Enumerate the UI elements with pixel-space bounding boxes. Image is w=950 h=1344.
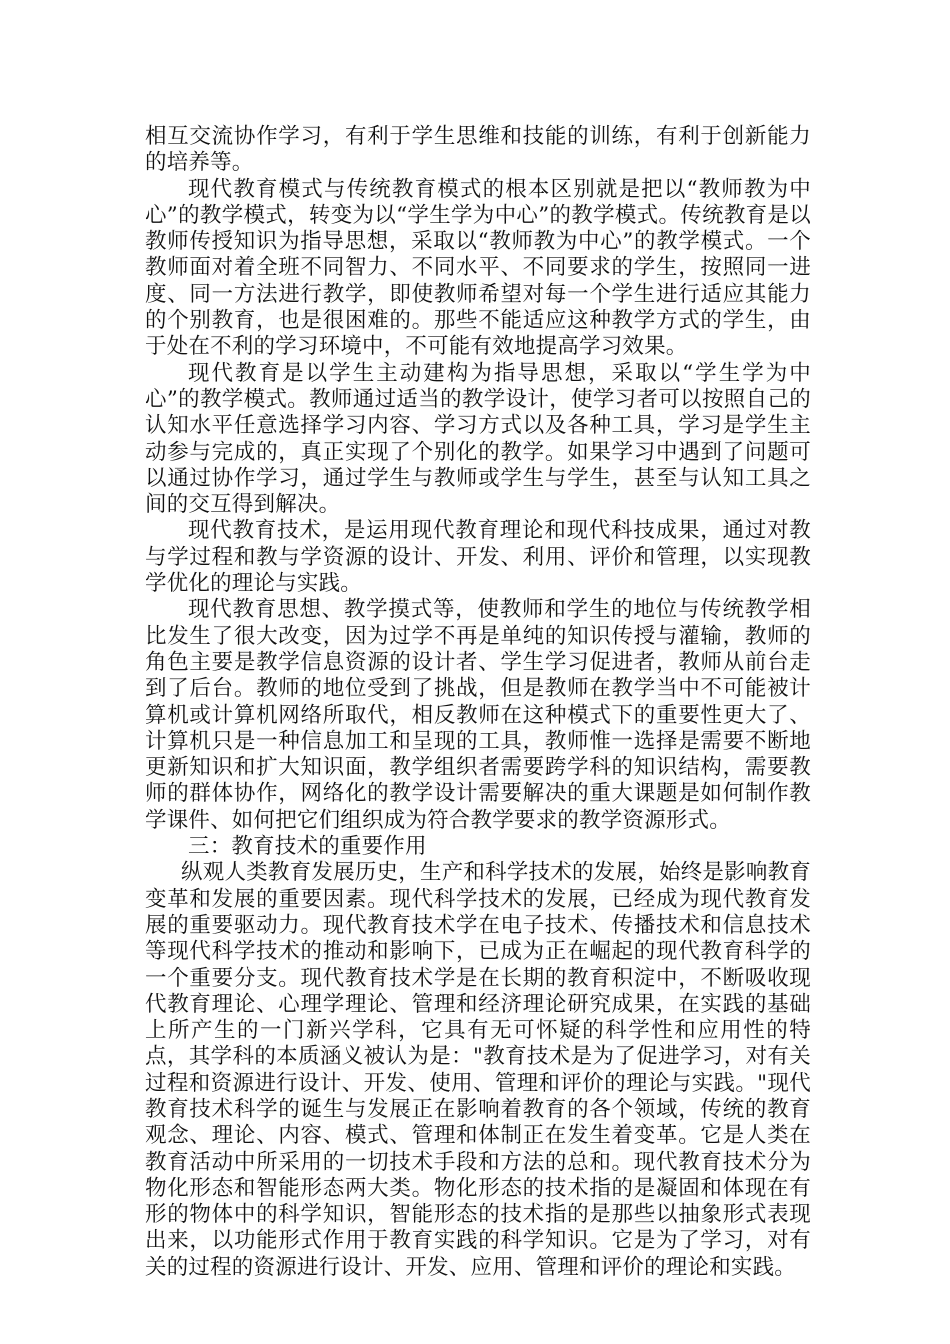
paragraph-teacher-role: 现代教育思想、教学摸式等，使教师和学生的地位与传统教学相比发生了很大改变，因为过学不再是单纯的知识传授与灌输，教师的角色主要是教学信息资源的设计者、学生学习促进者，教师从前台走到了后台。教师的地位受到了挑战，但是教师在教学当中不可能被计算机或计算机网络所取代，相反教师在这种模式下的重要性更大了、计算机只是一种信息加工和呈现的工具，教师惟一选择是需要不断地更新知识和扩大知识面，教学组织者需要跨学科的知识结构，需要教师的群体协作，网络化的教学设计需要解决的重大课题是如何制作教学课件、如何把它们组织成为符合教学要求的教学资源形式。 [145, 597, 811, 833]
paragraph-modern-education: 现代教育是以学生主动建构为指导思想，采取以“学生学为中心”的教学模式。教师通过适当的教学设计，使学习者可以按照自己的认知水平任意选择学习内容、学习方式以及各种工具，学习是学生主动参与完成的，真正实现了个别化的教学。如果学习中遇到了问题可以通过协作学习，通过学生与教师或学生与学生，甚至与认知工具之间的交互得到解决。 [145, 360, 811, 518]
paragraph-education-model-difference: 现代教育模式与传统教育模式的根本区别就是把以“教师教为中心”的教学模式，转变为以“学生学为中心”的教学模式。传统教育是以教师传授知识为指导思想，采取以“教师教为中心”的教学模式。一个教师面对着全班不同智力、不同水平、不同要求的学生，按照同一进度、同一方法进行教学，即使教师希望对每一个学生进行适应其能力的个别教育，也是很困难的。那些不能适应这种教学方式的学生，由于处在不利的学习环境中，不可能有效地提高学习效果。 [145, 176, 811, 360]
paragraph-education-technology-definition: 现代教育技术，是运用现代教育理论和现代科技成果，通过对教与学过程和教与学资源的设计、开发、利用、评价和管理，以实现教学优化的理论与实践。 [145, 518, 811, 597]
section-heading: 三：教育技术的重要作用 [188, 834, 427, 860]
paragraph-continuation: 相互交流协作学习，有利于学生思维和技能的训练，有利于创新能力的培养等。 [145, 124, 811, 176]
paragraph-technology-importance: 纵观人类教育发展历史，生产和科学技术的发展，始终是影响教育变革和发展的重要因素。现代科学技术的发展，已经成为现代教育发展的重要驱动力。现代教育技术学在电子技术、传播技术和信息技术等现代科学技术的推动和影响下，已成为正在崛起的现代教育科学的一个重要分支。现代教育技术学是在长期的教育积淀中，不断吸收现代教育理论、心理学理论、管理和经济理论研究成果，在实践的基础上所产生的一门新兴学科，它具有无可怀疑的科学性和应用性的特点，其学科的本质涵义被认为是："教育技术是为了促进学习，对有关过程和资源进行设计、开发、使用、管理和评价的理论与实践。"现代教育技术科学的诞生与发展正在影响着教育的各个领域，传统的教育观念、理论、内容、模式、管理和体制正在发生着变革。它是人类在教育活动中所采用的一切技术手段和方法的总和。现代教育技术分为物化形态和智能形态两大类。物化形态的技术指的是凝固和体现在有形的物体中的科学知识，智能形态的技术指的是那些以抽象形式表现出来，以功能形式作用于教育实践的科学知识。它是为了学习，对有关的过程的资源进行设计、开发、应用、管理和评价的理论和实践。 [145, 860, 811, 1280]
document-page [145, 124, 811, 1281]
